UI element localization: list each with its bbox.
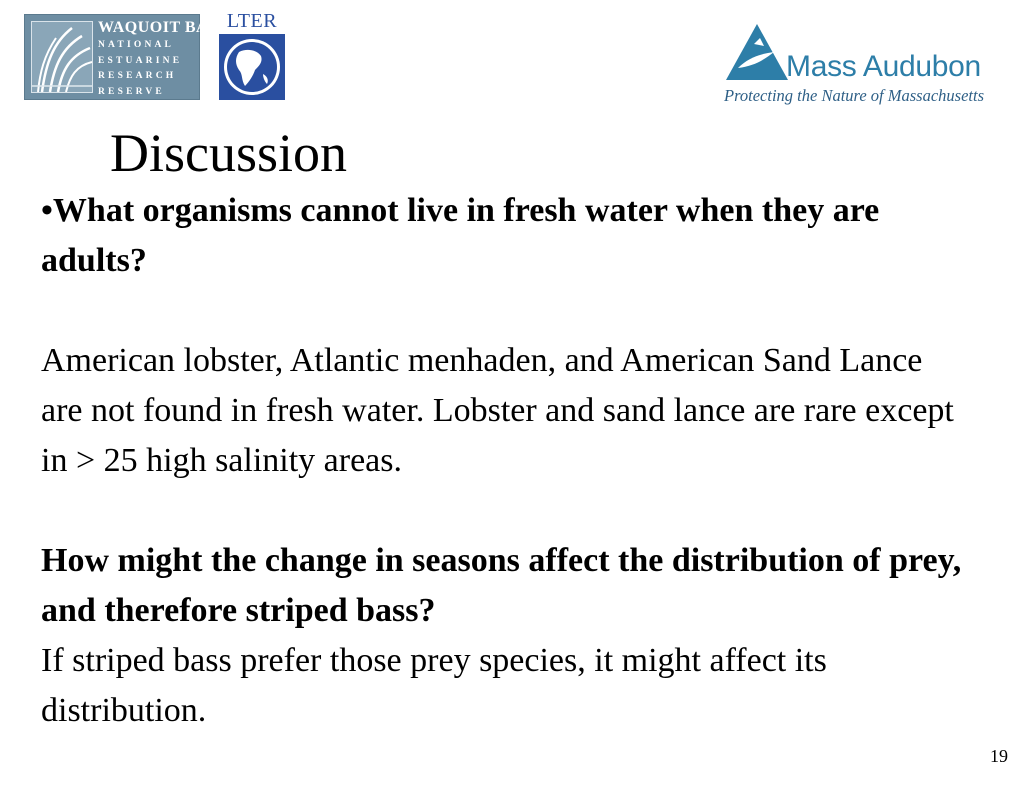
audubon-logo-tagline: Protecting the Nature of Massachusetts: [724, 86, 984, 105]
waquoit-bay-logo: [24, 14, 219, 100]
page-number: 19: [990, 746, 1008, 766]
globe-icon: [219, 34, 285, 100]
waquoit-logo-line: NATIONAL: [98, 40, 175, 50]
bird-triangle-icon: [724, 22, 790, 82]
waquoit-logo-name: WAQUOIT BAY: [98, 19, 219, 36]
waquoit-logo-line: ESTUARINE: [98, 55, 183, 66]
audubon-logo-name: Mass Audubon: [786, 50, 981, 83]
waquoit-logo-line: RESERVE: [98, 86, 165, 97]
answer-2: If striped bass prefer those prey species, it might affect its distribution.: [41, 642, 827, 729]
mass-audubon-logo: [720, 22, 990, 112]
slide-title: Discussion: [110, 123, 348, 183]
paragraph-spacer: [41, 486, 971, 536]
lter-logo: [217, 10, 287, 102]
slide-body: [41, 186, 971, 736]
paragraph-spacer: [41, 286, 971, 336]
lter-logo-label: LTER: [226, 10, 278, 32]
question-1: •What organisms cannot live in fresh water when they are adults?: [41, 192, 880, 279]
waquoit-logo-line: RESEARCH: [98, 71, 177, 81]
answer-1: American lobster, Atlantic menhaden, and American Sand Lance are not found in fresh water. Lobster and sand lance are rare except in > 25 high salinity areas.: [41, 342, 954, 479]
grass-icon: [31, 21, 93, 93]
question-2: How might the change in seasons affect the distribution of prey, and therefore striped bass?: [41, 542, 962, 629]
